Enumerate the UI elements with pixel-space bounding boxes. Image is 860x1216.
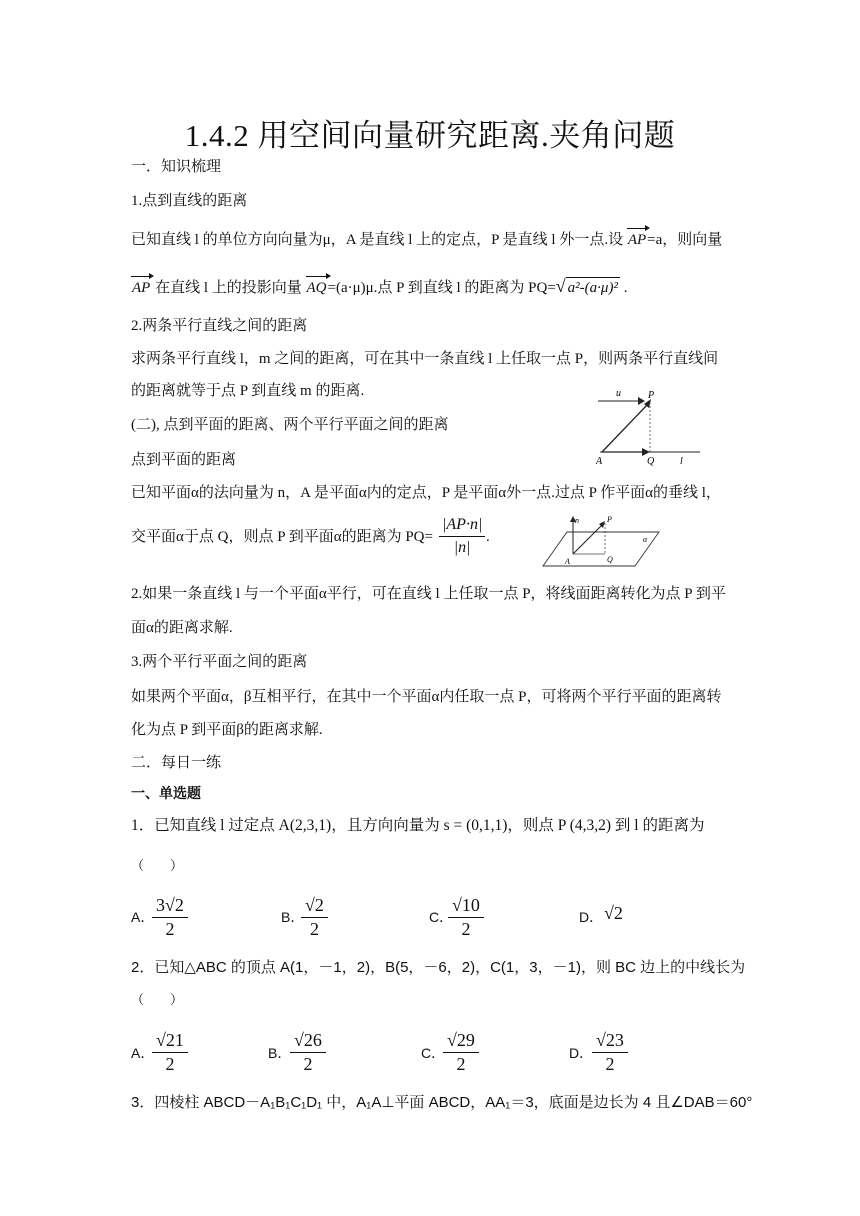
q2-option-a-value [152, 1030, 188, 1075]
fraction-numerator: 3√2 [152, 895, 188, 918]
paragraph-line: 的距离就等于点 P 到直线 m 的距离. [131, 383, 365, 399]
figure-label-p: P [607, 515, 612, 524]
paragraph-line: AP 在直线 l 上的投影向量 AQ=(a·μ)μ.点 P 到直线 l 的距离为 PQ=√ a²-(a·μ)² . [132, 276, 628, 296]
question-1-text: 1．已知直线 l 过定点 A(2,3,1)，且方向向量为 s = (0,1,1)，则点 P (4,3,2) 到 l 的距离为 [131, 817, 705, 834]
q2-option-d-value [592, 1030, 628, 1075]
vector-ap: AP [627, 232, 647, 248]
text: 交平面α于点 Q，则点 P 到平面α的距离为 PQ= [131, 529, 433, 545]
q2-option-a-label: A． [131, 1045, 155, 1061]
figure-label-a: A [596, 456, 603, 467]
subheading-parallel-planes: 3.两个平行平面之间的距离 [131, 654, 308, 670]
figure-label-u: u [616, 388, 621, 399]
fraction-numerator: √21 [152, 1030, 188, 1053]
fraction-denominator: 2 [165, 919, 175, 939]
subheading-point-plane-distance: 点到平面的距离 [131, 452, 237, 468]
period: . [486, 529, 490, 545]
q1-option-d-value [604, 903, 623, 924]
option-value: √2 [604, 903, 623, 923]
question-1-blank: （ ） [131, 858, 184, 873]
fraction-numerator: √29 [443, 1030, 479, 1053]
fraction-numerator: √2 [301, 895, 328, 918]
figure-label-p: P [648, 390, 655, 401]
paragraph-line: 化为点 P 到平面β的距离求解. [131, 722, 323, 738]
text: =(a·μ)μ.点 P 到直线 l 的距离为 PQ= [327, 280, 556, 296]
paragraph-line: 求两条平行直线 l，m 之间的距离，可在其中一条直线 l 上任取一点 P，则两条平行直线间 [131, 351, 719, 367]
fraction-denominator: 2 [165, 1054, 175, 1074]
figure-label-q: Q [647, 456, 655, 467]
paragraph-line: 已知平面α的法向量为 n，A 是平面α内的定点，P 是平面α外一点.过点 P 作平面α的垂线 l， [131, 485, 721, 501]
figure-label-n: n [575, 516, 579, 525]
subheading-parallel-lines: 2.两条平行直线之间的距离 [131, 318, 308, 334]
text: 在直线 l 上的投影向量 [155, 280, 302, 296]
question-2-text: 2．已知△ABC 的顶点 A(1，－1，2)，B(5，－6，2)，C(1，3，－1)，则 BC 边上的中线长为 [131, 959, 746, 976]
figure-label-alpha: α [643, 535, 648, 544]
fraction-denominator: 2 [303, 1054, 313, 1074]
fraction-denominator: 2 [309, 919, 319, 939]
fraction-denominator: 2 [456, 1054, 466, 1074]
subheading-point-plane: (二), 点到平面的距离、两个平行平面之间的距离 [131, 417, 449, 433]
section-heading-knowledge: 一．知识梳理 [131, 159, 222, 175]
distance-formula: a²-(a·μ)² [566, 277, 620, 298]
fraction-numerator: √26 [290, 1030, 326, 1053]
q1-option-b-label: B． [281, 909, 305, 925]
section-heading-daily-practice: 二．每日一练 [131, 755, 222, 771]
subheading-point-line-distance: 1.点到直线的距离 [131, 193, 248, 209]
figure-label-l: l [680, 456, 683, 467]
q2-option-c-value [443, 1030, 479, 1075]
section-heading-single-choice: 一、单选题 [131, 785, 201, 801]
fraction-numerator: √10 [448, 895, 484, 918]
paragraph-line [131, 527, 433, 547]
page-title: 1.4.2 用空间向量研究距离.夹角问题 [184, 118, 676, 153]
question-2-blank: （ ） [131, 992, 184, 1007]
paragraph-line: 面α的距离求解. [131, 620, 233, 636]
q1-option-d-label: D． [579, 909, 604, 925]
q1-option-a-value [152, 895, 188, 940]
paragraph-line: 2.如果一条直线 l 与一个平面α平行，可在直线 l 上任取一点 P，将线面距离转化为点 P 到平 [131, 586, 726, 602]
paragraph-line [131, 230, 722, 250]
q2-option-d-label: D． [569, 1045, 594, 1061]
fraction-denominator: 2 [461, 919, 471, 939]
q2-option-b-value [290, 1030, 326, 1075]
sqrt-sign: √ [555, 276, 566, 296]
fraction-numerator: |AP·n| [439, 516, 485, 537]
q1-option-a-label: A． [131, 909, 155, 925]
q2-option-b-label: B． [268, 1045, 292, 1061]
figure-label-q: Q [607, 555, 613, 564]
question-3-text: 3．四棱柱 ABCD－A₁B₁C₁D₁ 中，A₁A⊥平面 ABCD，AA₁＝3，底面是边长为 4 且∠DAB＝60° [131, 1094, 753, 1111]
q1-option-c-value [448, 895, 484, 940]
text: 已知直线 l 的单位方向向量为μ，A 是直线 l 上的定点，P 是直线 l 外一点.设 [131, 232, 624, 248]
paragraph-line: 如果两个平面α，β互相平行，在其中一个平面α内任取一点 P，可将两个平行平面的距离转 [131, 689, 722, 705]
distance-fraction [439, 516, 485, 557]
fraction-denominator: |n| [453, 539, 471, 556]
q2-option-c-label: C． [421, 1045, 446, 1061]
fraction-numerator: √23 [592, 1030, 628, 1053]
q1-option-c-label: C． [429, 909, 454, 925]
figure-label-a: A [565, 557, 570, 566]
q1-option-b-value [301, 895, 328, 940]
figure-point-plane [535, 514, 665, 574]
figure-point-line [588, 384, 708, 470]
fraction-denominator: 2 [605, 1054, 615, 1074]
vector-ap: AP [132, 280, 151, 296]
vector-aq: AQ [306, 280, 327, 296]
text: =a，则向量 [647, 232, 723, 248]
